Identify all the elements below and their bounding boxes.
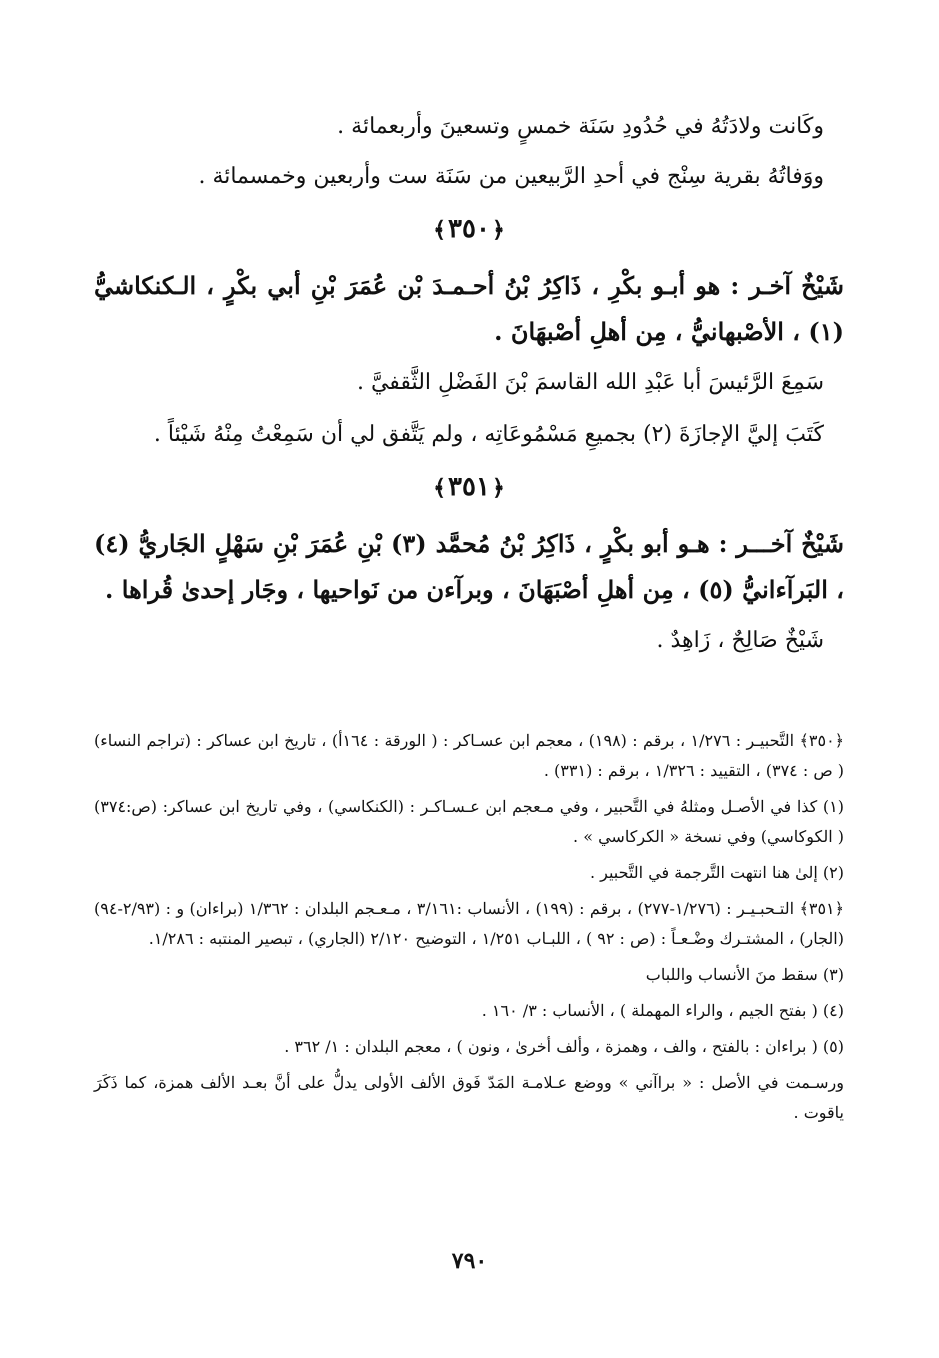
page-number: ٧٩٠ <box>451 1248 488 1274</box>
entry-351-heading <box>94 467 844 507</box>
footnote-5: (٥) ( براءان : بالفتح ، والف ، وهمزة ، وألف أخرىٰ ، ونون ) ، معجم البلدان : ١/ ٣٦٢ . <box>284 1037 844 1056</box>
footnote-1: (١) كذا في الأصـل ومثلهُ في التَّحبير ، وفي مـعجم ابن عـسـاكـر : (الكنكاسي) ، وفي تاريخ ابن عساكر: (ص:٣٧٤) ( الكوكاسي) وفي نسخة « الكركاسي » . <box>94 797 844 846</box>
entry-351-desc: شَيْخٌ صَالِحٌ ، زَاهِدٌ . <box>656 628 824 653</box>
footnote-2: (٢) إلىٰ هنا انتهت التَّرجمة في التَّحبير . <box>589 863 844 882</box>
entry-350-bio: شَيْخٌ آخـر : هو أبـو بكْرِ ، ذَاكِرُ بْنُ أحـمـدَ بْن عُمَرَ بْنِ أبي بكْرٍ ، الـكنكاشيُّ (١) ، الأصْبهانيُّ ، مِن أهلِ أصْبهَانَ . <box>94 271 844 346</box>
ornament-right: ﴿ <box>491 217 505 243</box>
ornament-right: ﴿ <box>491 475 505 501</box>
death-line: ووَفاتُهُ بقرية سِنْج في أحدِ الرَّبيعين من سَنَة ست وأربعين وخمسمائة . <box>198 164 824 189</box>
footnotes <box>94 726 844 1134</box>
ornament-left: ﴾ <box>433 217 447 243</box>
entry-350-wrote: كَتَبَ إليَّ الإجازَةَ (٢) بجميعِ مَسْمُوعَاتِه ، ولم يَتَّفق لي أن سَمِعْتُ مِنْهُ شَيْئاً . <box>153 422 824 447</box>
entry-350-heading <box>94 209 844 249</box>
footnote-4: (٤) ( بفتح الجيم ، والراء المهملة ) ، الأنساب : ٣/ ١٦٠ . <box>481 1001 844 1020</box>
footnote-3: (٣) سقط منَ الأنساب واللباب <box>645 965 844 984</box>
birth-line: وكَانت ولادَتُهُ في حُدُودِ سَنَة خمسٍ وتسعينَ وأربعمائة . <box>337 114 824 139</box>
entry-351-bio: شَيْخٌ آخـــر : هـو أبو بكْرٍ ، ذَاكِرُ بْنُ مُحمَّد (٣) بْنِ عُمَرَ بْنِ سَهْلٍ الجَاريُّ (٤) ، البَرآءانيُّ (٥) ، مِن أهلِ أصْبَهَانَ ، وبرآءن من نَواحيها ، وجَار إحدىٰ قُراها . <box>94 529 845 604</box>
footnote-351-sources: ﴿٣٥١﴾ التـحبـيـر : (١/٢٧٦-٢٧٧) ، برقم : (١٩٩) ، الأنساب :٣/١٦١ ، مـعـجم البلدان : ١/٣٦٢ (براءان) و : (٢/٩٣-٩٤) (الجار) ، المشتـرك وضْـعـاً : (ص : ٩٢ ) ، اللبـاب ١/٢٥١ ، التوضيح ٢/١٢٠ (الجاري) ، تبصير المنتبه : ١/٢٨٦. <box>94 899 844 948</box>
main-text <box>94 105 844 671</box>
footnote-5-continued: ورسـمت في الأصل : « براآني » ووضع عـلامـة المَدّ فَوق الألف الأولى يدلُّ على أنَّ بعـد الألف همزة، كما ذَكَرَ ياقوت . <box>94 1073 844 1122</box>
entry-351-number: ٣٥١ <box>448 472 490 502</box>
ornament-left: ﴾ <box>433 475 447 501</box>
entry-350-number: ٣٥٠ <box>448 214 490 244</box>
entry-350-heard: سَمِعَ الرَّئيسَ أبا عَبْدِ الله القاسمَ بْنَ الفَضْلِ الثَّقفيَّ . <box>356 370 824 395</box>
footnote-350-sources: ﴿٣٥٠﴾ التَّحبيـر : ١/٢٧٦ ، برقم : (١٩٨) ، معجم ابن عسـاكر : ( الورقة : ١٦٤أ) ، تاريخ ابن عساكر : (تراجم النساء) ( ص : ٣٧٤) ، التقييد : ١/٣٢٦ ، برقم : (٣٣١) . <box>94 731 845 780</box>
